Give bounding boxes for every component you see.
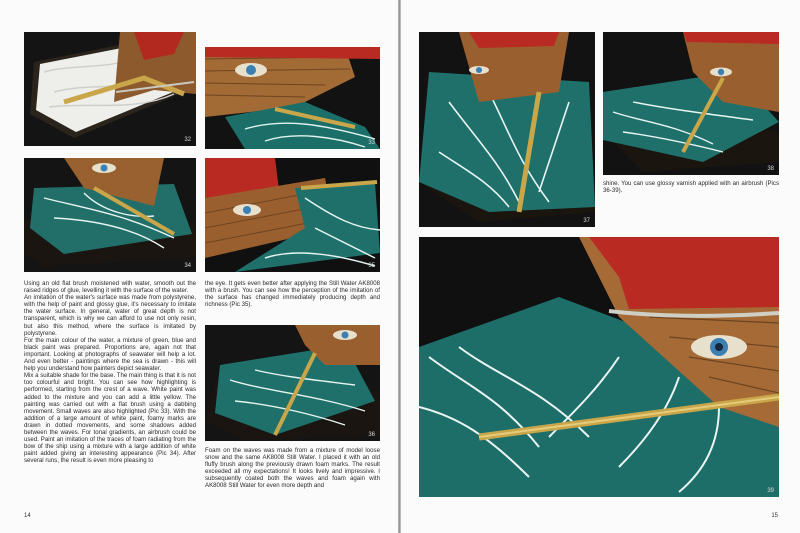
right-column-text-bottom — [205, 447, 380, 490]
photo-number: 34 — [184, 263, 191, 269]
paragraph: Mix a suitable shade for the base. The main thing is that it is not too colourful and bright. You can see how highlighting is performed, starting from the crest of a wave. White paint was added to the mixture and you can add a little yellow. The painting was carried out with a flat brush using a dabbing movement. Small waves are also highlighted (Pic 33). With the addition of a large amount of white paint, foamy marks are drawn in dotted movements, and some shadows added between the waves. For tonal gradients, an airbrush could be used. Paint an imitation of the traces of foam radiating from the bow of the ship using a mixture with a large addition of white paint added giving an interesting appearance (Pic 34). After several runs, the result is even more pleasing to — [24, 372, 196, 465]
photo-35 — [205, 158, 380, 272]
left-column-text — [24, 280, 196, 464]
photo-37-image — [419, 32, 595, 227]
page-number-right: 15 — [771, 513, 778, 519]
paragraph: An imitation of the water's surface was made from polystyrene, with the help of paint and glossy glue, it's necessary to imitate the water surface. In general, water of great depth is not transparent, which is why we can afford to use not only resin, but also this method, where the surface is imitated by polystyrene. — [24, 294, 196, 337]
photo-36-image — [205, 325, 380, 441]
page-number-left: 14 — [24, 513, 31, 519]
photo-39-image — [419, 237, 779, 497]
photo-38 — [603, 32, 779, 175]
photo-39 — [419, 237, 779, 497]
photo-34-image — [24, 158, 196, 272]
photo-number: 35 — [368, 263, 375, 269]
photo-33-image — [205, 47, 380, 149]
photo-32-image — [24, 32, 196, 146]
photo-34 — [24, 158, 196, 272]
photo-37 — [419, 32, 595, 227]
right-page — [401, 0, 800, 533]
left-page — [0, 0, 398, 533]
photo-38-image — [603, 32, 779, 175]
paragraph: For the main colour of the water, a mixture of green, blue and black paint was prepared. Proportions are, again not that important. Looking at photographs of seawater will help a lot. And even better - paintings where the sea is drawn - this will help you understand how painters depict seawater. — [24, 336, 196, 373]
paragraph: Using an old flat brush moistened with water, smooth out the raised ridges of glue, levelling it with the surface of the water. — [24, 280, 196, 295]
paragraph: the eye. It gets even better after applying the Still Water AK8008 with a brush. You can see how the perception of the imitation of the surface has changed immediately producing depth and richness (Pic 35). — [205, 280, 380, 309]
photo-number: 36 — [368, 432, 375, 438]
paragraph: Foam on the waves was made from a mixture of model loose snow and the same AK8008 Still Water. I placed it with an old fluffy brush along the previously drawn foam marks. The result exceeded all my expectations! It looks lively and impressive. I subsequently coated both the waves and foam again with AK8008 Still Water for even more depth and — [205, 447, 380, 490]
photo-number: 39 — [767, 488, 774, 494]
photo-35-image — [205, 158, 380, 272]
right-column-text-top — [205, 280, 380, 308]
photo-number: 38 — [767, 166, 774, 172]
paragraph: shine. You can use glossy varnish applied with an airbrush (Pics 36-39). — [603, 180, 779, 195]
photo-number: 32 — [184, 137, 191, 143]
right-page-text — [603, 180, 779, 194]
photo-32 — [24, 32, 196, 146]
photo-36 — [205, 325, 380, 441]
photo-number: 33 — [368, 140, 375, 146]
photo-33 — [205, 47, 380, 149]
photo-number: 37 — [583, 218, 590, 224]
